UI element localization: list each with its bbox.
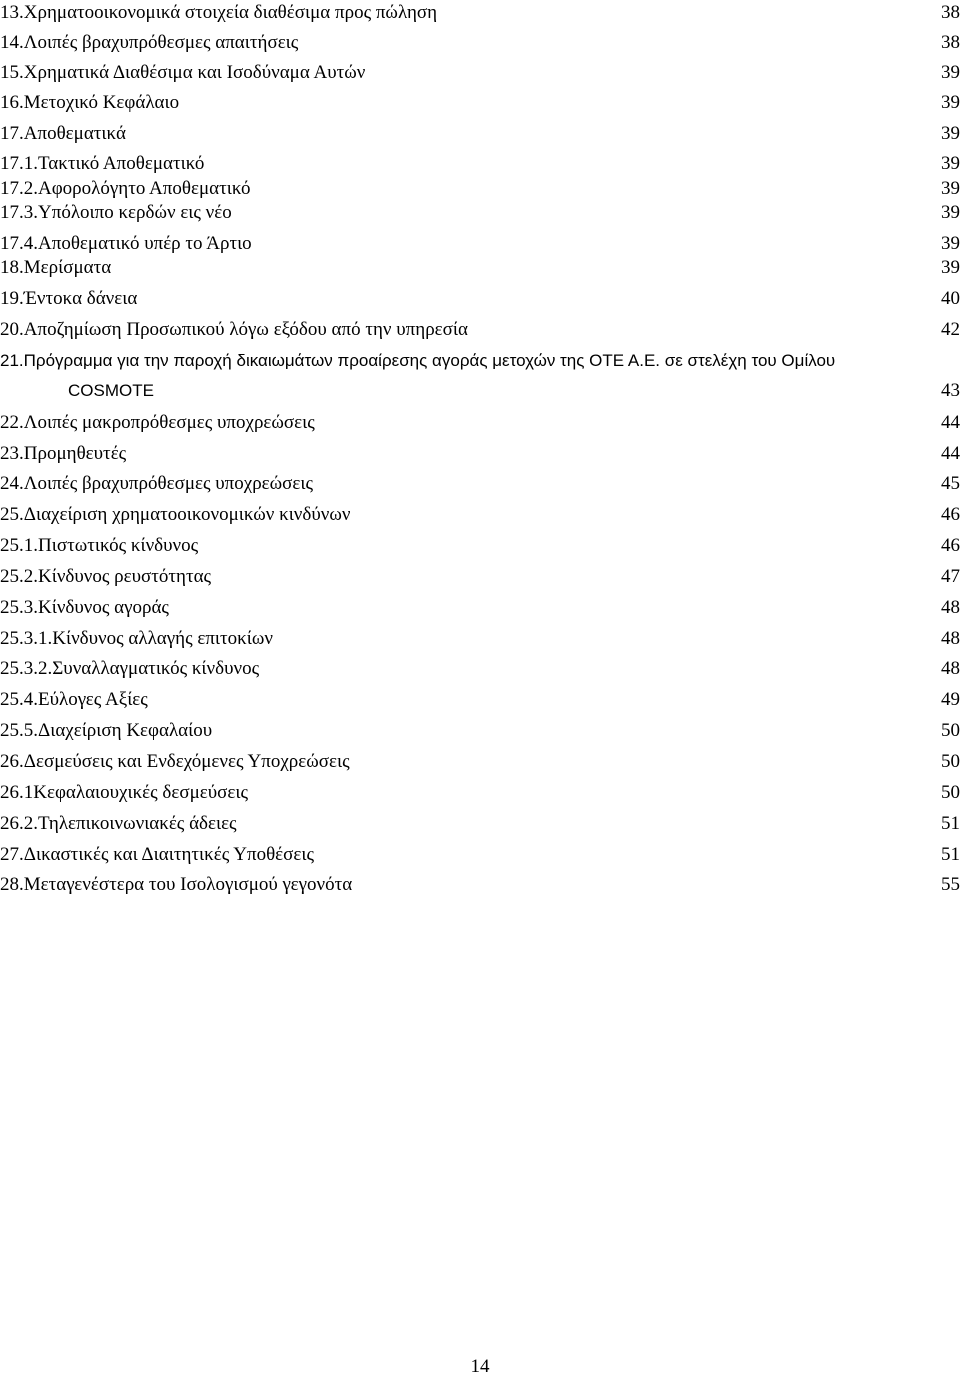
toc-entry [0,564,960,590]
toc-entry-page: 38 [941,2,960,23]
toc-entry-title: 25.5.Διαχείριση Κεφαλαίου [0,720,213,741]
toc-entry-page: 39 [941,92,960,113]
toc-entry [0,687,960,713]
toc-entry [0,121,960,147]
toc-entry-continuation [0,378,960,404]
toc-entry-title: 25.3.Κίνδυνος αγοράς [0,597,169,618]
toc-entry-title: 25.3.2.Συναλλαγματικός κίνδυνος [0,658,260,679]
toc-entry-title: 23.Προμηθευτές [0,443,127,464]
toc-entry-title: 27.Δικαστικές και Διαιτητικές Υποθέσεις [0,844,315,865]
toc-entry [0,90,960,116]
toc-entry-title: 28.Μεταγενέστερα του Ισολογισμού γεγονότα [0,874,353,895]
toc-entry-title: 18.Μερίσματα [0,257,112,278]
toc-entry-page: 39 [941,233,960,254]
toc-entry-title: 19.Έντοκα δάνεια [0,288,138,309]
toc-entry-page: 38 [941,32,960,53]
toc-entry-title: 26.2.Τηλεπικοινωνιακές άδειες [0,813,237,834]
toc-entry-title: 16.Μετοχικό Κεφάλαιο [0,92,180,113]
toc-entry-page: 43 [941,380,960,401]
toc-entry [0,872,960,898]
toc-entry-title: 17.3.Υπόλοιπο κερδών εις νέο [0,202,232,223]
toc-entry-page: 39 [941,202,960,223]
toc-entry-page: 48 [941,658,960,679]
toc-entry-title: 14.Λοιπές βραχυπρόθεσμες απαιτήσεις [0,32,299,53]
toc-entry [0,176,960,202]
toc-entry [0,348,960,374]
page-number: 14 [470,1356,490,1377]
toc-entry-title: 25.3.1.Κίνδυνος αλλαγής επιτοκίων [0,628,273,649]
toc-entry-title: 25.2.Κίνδυνος ρευστότητας [0,566,212,587]
toc-entry-page: 51 [941,813,960,834]
toc-entry-page: 44 [941,443,960,464]
toc-entry-title: 17.2.Αφορολόγητο Αποθεματικό [0,178,251,199]
toc-entry-page: 46 [941,504,960,525]
toc-entry-title: 26.1Κεφαλαιουχικές δεσμεύσεις [0,782,249,803]
toc-entry-page: 49 [941,689,960,710]
toc-entry [0,780,960,806]
toc-entry-page: 46 [941,535,960,556]
toc-entry-title: 26.Δεσμεύσεις και Ενδεχόμενες Υποχρεώσεις [0,751,350,772]
toc-entry-page: 42 [941,319,960,340]
toc-entry [0,0,960,26]
toc-entry [0,811,960,837]
toc-entry-page: 44 [941,412,960,433]
toc-entry-page: 48 [941,597,960,618]
toc-entry-title: 17.1.Τακτικό Αποθεματικό [0,153,205,174]
toc-entry-title-continuation: COSMOTE [68,381,154,400]
toc-entry [0,656,960,682]
toc-entry-title: 17.4.Αποθεματικό υπέρ το Άρτιο [0,233,252,254]
toc-entry-page: 50 [941,782,960,803]
toc-entry [0,626,960,652]
toc-entry [0,151,960,177]
toc-entry-page: 51 [941,844,960,865]
toc-entry-page: 50 [941,751,960,772]
toc-entry [0,471,960,497]
toc-entry [0,231,960,257]
toc-entry-title: 24.Λοιπές βραχυπρόθεσμες υποχρεώσεις [0,473,314,494]
toc-entry-page: 39 [941,153,960,174]
toc-entry-page: 39 [941,257,960,278]
toc-entry-title: 22.Λοιπές μακροπρόθεσμες υποχρεώσεις [0,412,315,433]
toc-entry-title: 20.Αποζημίωση Προσωπικού λόγω εξόδου από την υπηρεσία [0,319,468,340]
toc-entry-page: 39 [941,178,960,199]
toc-entry-page: 40 [941,288,960,309]
toc-entry-page: 47 [941,566,960,587]
toc-entry-title: 25.1.Πιστωτικός κίνδυνος [0,535,199,556]
toc-entry [0,533,960,559]
toc-entry-page: 55 [941,874,960,895]
toc-entry-page: 50 [941,720,960,741]
toc-entry-title: 21.Πρόγραμμα για την παροχή δικαιωμάτων προαίρεσης αγοράς μετοχών της ΟΤΕ Α.Ε. σε στελέχη του Ομίλου [0,351,836,370]
toc-entry [0,718,960,744]
toc-entry [0,255,960,281]
toc-entry [0,286,960,312]
toc-entry-title: 15.Χρηματικά Διαθέσιμα και Ισοδύναμα Αυτών [0,62,366,83]
toc-entry-title: 13.Χρηματοοικονομικά στοιχεία διαθέσιμα προς πώληση [0,2,438,23]
toc-entry-page: 45 [941,473,960,494]
toc-entry [0,749,960,775]
toc-entry-title: 25.4.Εύλογες Αξίες [0,689,148,710]
toc-entry [0,595,960,621]
toc-entry [0,842,960,868]
toc-entry-title: 17.Αποθεματικά [0,123,126,144]
toc-entry [0,410,960,436]
toc-entry-title: 25.Διαχείριση χρηματοοικονομικών κινδύνων [0,504,351,525]
toc-entry [0,502,960,528]
toc-entry-page: 39 [941,123,960,144]
toc-entry [0,60,960,86]
toc-entry [0,317,960,343]
toc-entry [0,30,960,56]
toc-entry [0,200,960,226]
toc-entry [0,441,960,467]
toc-entry-page: 48 [941,628,960,649]
toc-entry-page: 39 [941,62,960,83]
